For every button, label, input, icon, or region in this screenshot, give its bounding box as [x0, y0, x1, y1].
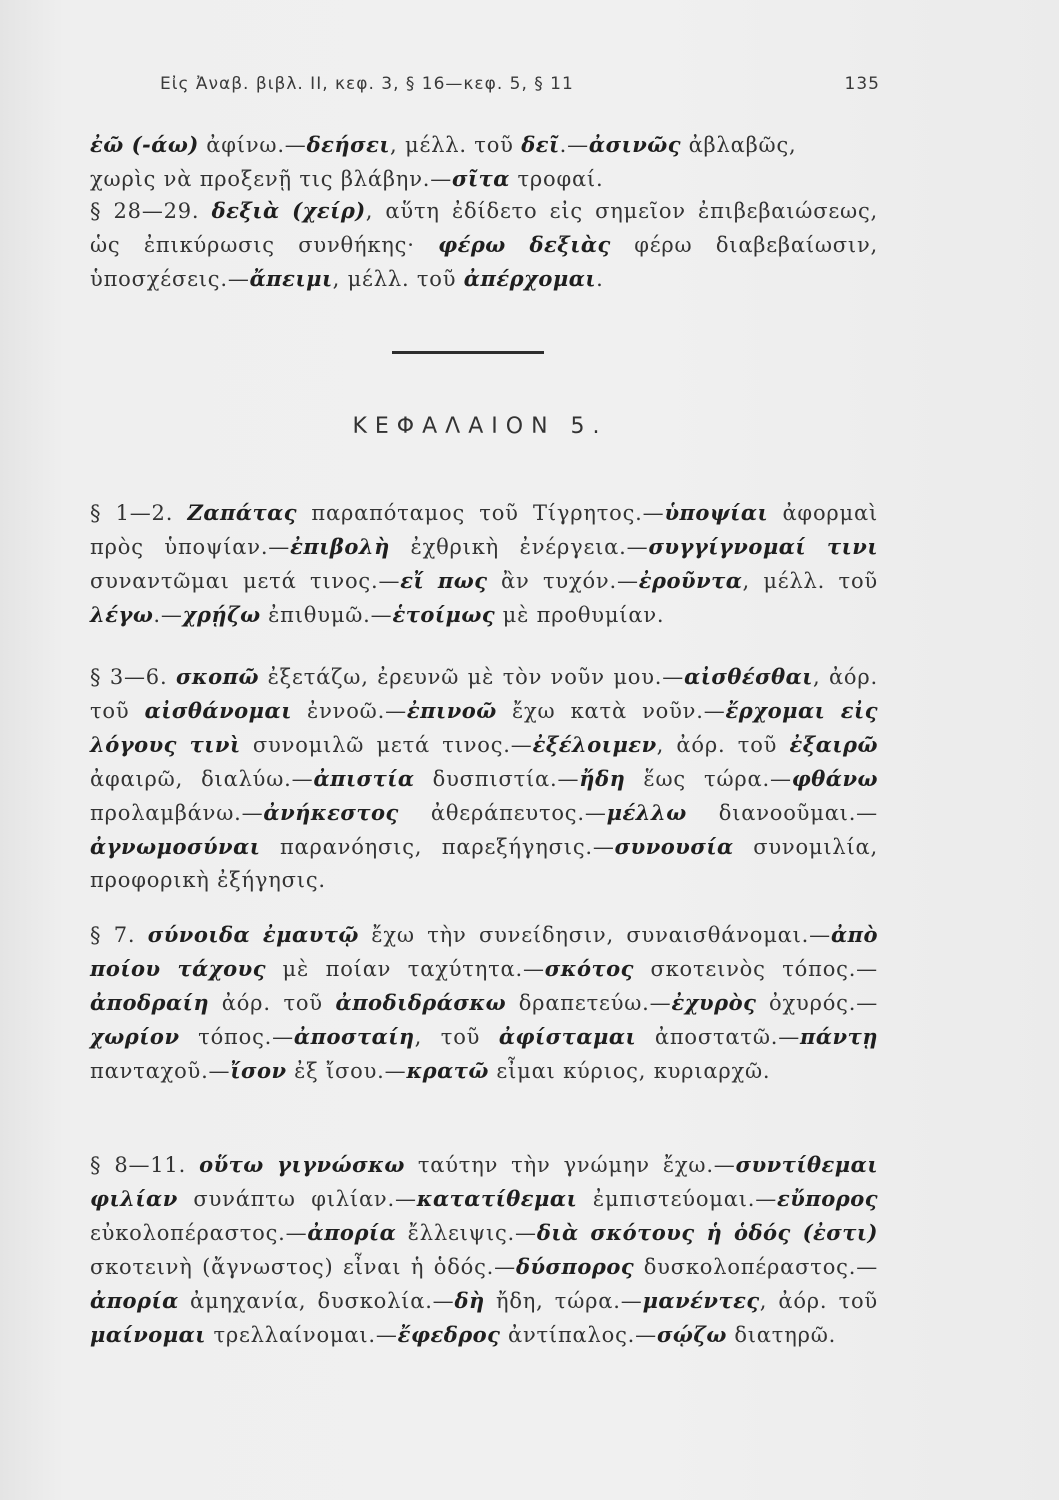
headword: μανέντες: [642, 1288, 760, 1313]
headword: ἐπιβολὴ: [290, 534, 390, 559]
gloss-text: ἂν τυχόν.—: [487, 569, 639, 593]
headword: ἴσον: [230, 1058, 287, 1083]
headword: ἀγνωμοσύναι: [90, 834, 261, 859]
headword: ἐπινοῶ: [406, 698, 497, 723]
headword: κρατῶ: [406, 1058, 489, 1083]
gloss-text: , ἀόρ. τοῦ: [759, 1289, 878, 1313]
headword: οὕτω γιγνώσκω: [199, 1152, 405, 1177]
gloss-text: μὲ ποίαν ταχύτητα.—: [265, 957, 545, 981]
headword: αἰσθάνομαι: [144, 698, 292, 723]
gloss-text: σκοτεινὴ (ἄγνωστος) εἶναι ἡ ὁδός.—: [90, 1255, 516, 1279]
headword: συγγίγνομαί τινι: [648, 534, 878, 559]
headword: αἰσθέσθαι: [684, 664, 813, 689]
divider-rule: [392, 351, 544, 354]
gloss-text: .—: [153, 603, 183, 627]
headword: σύνοιδα ἐμαυτῷ: [147, 922, 359, 947]
headword: μέλλω: [606, 800, 687, 825]
gloss-text: σκοτεινὸς τόπος.—: [633, 957, 878, 981]
gloss-text: συναντῶμαι μετά τινος.—: [90, 569, 401, 593]
gloss-text: συνομιλῶ μετά τινος.—: [240, 733, 533, 757]
headword: ἀπορία: [90, 1288, 179, 1313]
intro-paragraph: [90, 128, 878, 196]
headword: ἀσινῶς: [588, 132, 682, 157]
headword: δύσπορος: [515, 1254, 635, 1279]
gloss-text: , αὕτη ἐδίδετο εἰς σημεῖον ἐπιβεβαιώσεως, ὡς ἐπικύρωσις συνθήκης·: [90, 199, 879, 257]
headword: ἀπορία: [307, 1220, 397, 1245]
gloss-text: , τοῦ: [414, 1025, 499, 1049]
headword: ἑτοίμως: [392, 602, 496, 627]
headword: διὰ σκότους ἡ ὁδός (ἐστι): [536, 1220, 878, 1245]
headword: δὴ: [454, 1288, 485, 1313]
headword: ἐροῦντα: [638, 568, 743, 593]
chapter-title: ΚΕΦΑΛΑΙΟΝ 5.: [352, 414, 608, 439]
headword: ἀποδραίη: [90, 990, 210, 1015]
gloss-text: φέρω διαβεβαίωσιν, ὑποσχέσεις.—: [90, 233, 879, 291]
gloss-text: τόπος.—: [179, 1025, 294, 1049]
headword: ἔφεδρος: [397, 1322, 501, 1347]
headword: ἀποσταίη: [293, 1024, 415, 1049]
section-ref: § 1—2.: [90, 501, 188, 525]
headword: δεήσει: [306, 132, 391, 157]
gloss-text: ἐχθρικὴ ἐνέργεια.—: [389, 535, 649, 559]
headword: δεῖ: [521, 132, 560, 157]
headword: ἐξαιρῶ: [789, 732, 879, 757]
headword: ἔρχομαι εἰς λόγους τινὶ: [90, 698, 878, 757]
gloss-text: συνομιλία, προφορικὴ ἐξήγησις.: [90, 835, 878, 892]
gloss-text: ἀθεράπευτος.—: [398, 801, 607, 825]
section-3-6: [90, 660, 878, 897]
headword: ἀπιστία: [313, 766, 415, 791]
headword: ἀπέρχομαι: [463, 266, 597, 291]
gloss-text: ἐξ ἴσου.—: [286, 1059, 407, 1083]
intro-line-1: ἐῶ (-άω) ἀφίνω.—δεήσει, μέλλ. τοῦ δεῖ.—ἀσινῶς ἀβλαβῶς,: [90, 132, 797, 157]
headword: ἀποδιδράσκω: [335, 990, 507, 1015]
headword: σκοπῶ: [175, 664, 260, 689]
gloss-text: ἤδη, τώρα.—: [484, 1289, 643, 1313]
section-1-2: [90, 496, 878, 632]
gloss-text: συνάπτω φιλίαν.—: [177, 1187, 417, 1211]
gloss-text: πανταχοῦ.—: [90, 1059, 231, 1083]
headword: μαίνομαι: [90, 1322, 206, 1347]
section-ref: § 8—11.: [90, 1153, 200, 1177]
gloss-text: παρανόησις, παρεξήγησις.—: [260, 835, 615, 859]
section-7: [90, 918, 878, 1088]
gloss-text: δυσπιστία.—: [414, 767, 580, 791]
section-paragraph: [90, 496, 878, 632]
headword: ἀπὸ ποίου τάχους: [90, 922, 879, 981]
gloss-text: ἀόρ. τοῦ: [209, 991, 336, 1015]
gloss-text: διανοοῦμαι.—: [686, 801, 878, 825]
headword: σῖτα: [452, 166, 510, 191]
headword: σκότος: [544, 956, 634, 981]
headword: ὑποψίαι: [664, 500, 769, 525]
gloss-text: τρελλαίνομαι.—: [205, 1323, 398, 1347]
gloss-text: ἔλλειψις.—: [396, 1221, 537, 1245]
headword: ἐῶ (-άω): [90, 132, 199, 157]
page-number: 135: [844, 74, 880, 94]
gloss-text: εὐκολοπέραστος.—: [90, 1221, 308, 1245]
gloss-text: ἀφορμαὶ πρὸς ὑποψίαν.—: [90, 501, 878, 559]
gloss-text: ἔχω κατὰ νοῦν.—: [496, 699, 726, 723]
section-paragraph: [90, 918, 878, 1088]
running-title: Εἰς Ἀναβ. βιβλ. ΙΙ, κεφ. 3, § 16—κεφ. 5, § 11: [160, 74, 574, 94]
gloss-text: προλαμβάνω.—: [90, 801, 264, 825]
section-ref: § 3—6.: [90, 665, 176, 689]
gloss-text: ἐξετάζω, ἐρευνῶ μὲ τὸν νοῦν μου.—: [259, 665, 685, 689]
gloss-text: ἐμπιστεύομαι.—: [577, 1187, 778, 1211]
section-paragraph: [90, 1148, 878, 1352]
section-ref: § 7.: [90, 923, 148, 947]
headword: ἐξέλοιμεν: [532, 732, 657, 757]
headword: κατατίθεμαι: [416, 1186, 578, 1211]
headword: φέρω δεξιὰς: [438, 232, 611, 257]
headword: Ζαπάτας: [187, 500, 298, 525]
intro-line-2: χωρὶς νὰ προξενῇ τις βλάβην.—σῖτα τροφαί.: [90, 166, 604, 191]
headword: λέγω: [90, 602, 154, 627]
headword: εἴ πως: [400, 568, 488, 593]
headword: ἐχυρὸς: [671, 990, 757, 1015]
headword: συντίθεμαι φιλίαν: [90, 1152, 878, 1211]
headword: ἄπειμι: [249, 266, 333, 291]
section-paragraph: [90, 194, 878, 296]
gloss-text: μὲ προθυμίαν.: [495, 603, 665, 627]
gloss-text: παραπόταμος τοῦ Τίγρητος.—: [297, 501, 665, 525]
headword: φθάνω: [791, 766, 879, 791]
headword: συνουσία: [614, 834, 734, 859]
gloss-text: , ἀόρ. τοῦ: [90, 665, 878, 723]
gloss-text: εἶμαι κύριος, κυριαρχῶ.: [488, 1059, 771, 1083]
gloss-text: δραπετεύω.—: [506, 991, 672, 1015]
gloss-text: , ἀόρ. τοῦ: [656, 733, 790, 757]
headword: εὔπορος: [777, 1186, 878, 1211]
headword: ἀνήκεστος: [263, 800, 399, 825]
section-8-11: [90, 1148, 878, 1352]
gloss-text: ταύτην τὴν γνώμην ἔχω.—: [404, 1153, 736, 1177]
gloss-text: διατηρῶ.: [726, 1323, 837, 1347]
gloss-text: , μέλλ. τοῦ: [742, 569, 878, 593]
gloss-text: ἀντίπαλος.—: [500, 1323, 657, 1347]
section-paragraph: [90, 660, 878, 897]
gloss-text: .: [596, 267, 604, 291]
headword: ἤδη: [579, 766, 626, 791]
section-ref: § 28—29.: [90, 199, 212, 223]
headword: ἀφίσταμαι: [498, 1024, 637, 1049]
gloss-text: ἀποστατῶ.—: [636, 1025, 801, 1049]
gloss-text: ἀφαιρῶ, διαλύω.—: [90, 767, 314, 791]
gloss-text: ἐπιθυμῶ.—: [260, 603, 393, 627]
headword: πάντῃ: [800, 1024, 879, 1049]
gloss-text: ἕως τώρα.—: [625, 767, 792, 791]
headword: σῴζω: [656, 1322, 727, 1347]
headword: χωρίον: [90, 1024, 180, 1049]
gloss-text: ἀμηχανία, δυσκολία.—: [178, 1289, 455, 1313]
headword: χρῄζω: [182, 602, 261, 627]
headword: δεξιὰ (χείρ): [211, 198, 366, 223]
gloss-text: ἔχω τὴν συνείδησιν, συναισθάνομαι.—: [358, 923, 831, 947]
section-28-29: [90, 194, 878, 296]
gloss-text: δυσκολοπέραστος.—: [634, 1255, 878, 1279]
gloss-text: ὀχυρός.—: [756, 991, 878, 1015]
gloss-text: , μέλλ. τοῦ: [332, 267, 464, 291]
gloss-text: ἐννοῶ.—: [291, 699, 407, 723]
running-header: [160, 74, 880, 94]
